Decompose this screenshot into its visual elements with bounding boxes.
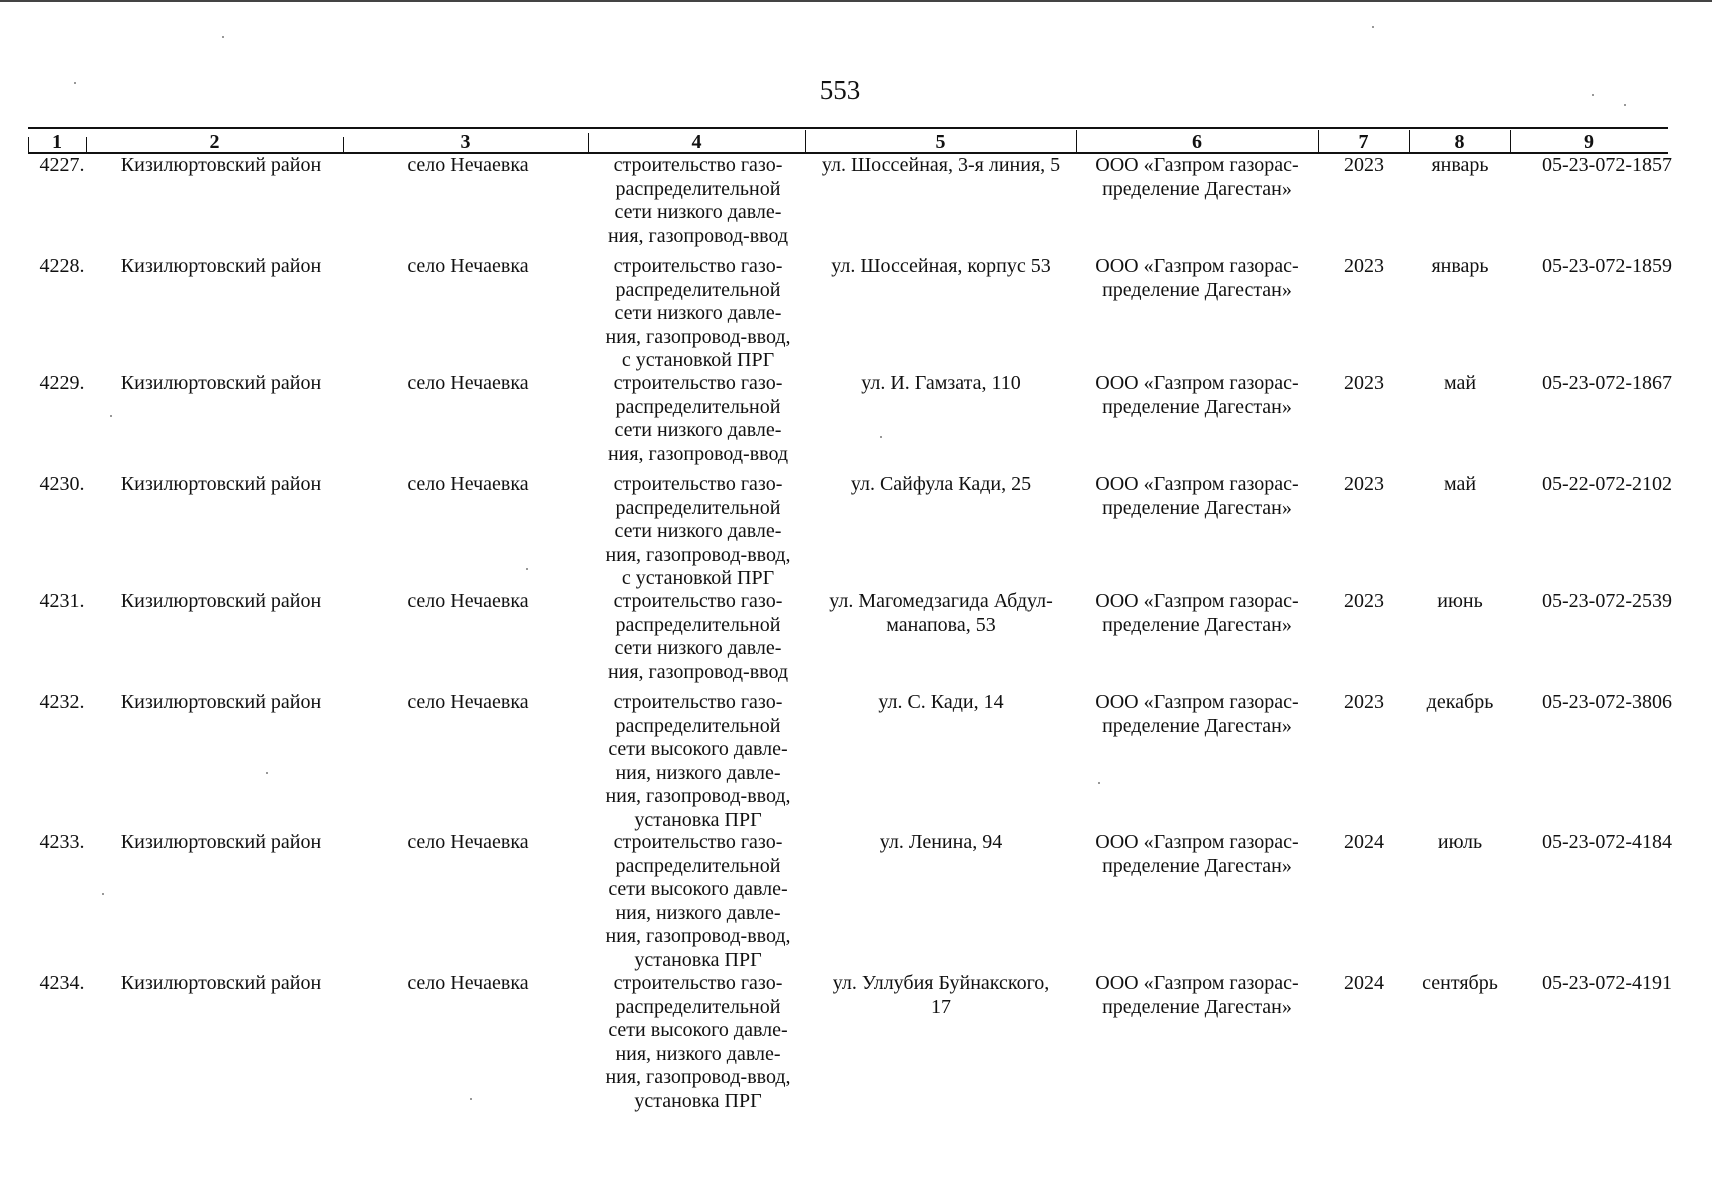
organization-cell: ООО «Газпром газорас- пределение Дагестан» xyxy=(1095,691,1299,737)
address-cell: ул. Сайфула Кади, 25 xyxy=(850,473,1032,495)
district-cell: Кизилюртовский район xyxy=(120,972,322,994)
work-cell: строительство газо- распределительной сети низкого давле- ния, газопровод-ввод xyxy=(607,154,789,247)
work-cell: строительство газо- распределительной сети низкого давле- ния, газопровод-ввод xyxy=(607,372,789,465)
scan-speck xyxy=(1592,94,1594,96)
scan-speck xyxy=(102,893,104,895)
address-cell: ул. Шоссейная, 3-я линия, 5 xyxy=(821,154,1061,176)
address-cell: ул. Шоссейная, корпус 53 xyxy=(831,255,1051,277)
month-cell: май xyxy=(1443,372,1477,394)
column-header-9: 9 xyxy=(1584,131,1594,153)
year-cell: 2024 xyxy=(1344,972,1384,994)
year-cell: 2024 xyxy=(1344,831,1384,853)
month-cell: июль xyxy=(1437,831,1483,853)
district-cell: Кизилюртовский район xyxy=(120,691,322,713)
column-header-3: 3 xyxy=(460,131,471,153)
row-number: 4227. xyxy=(39,154,85,176)
address-cell: ул. Магомедзагида Абдул- манапова, 53 xyxy=(829,590,1053,636)
code-cell: 05-23-072-4191 xyxy=(1542,972,1672,994)
page-number: 553 xyxy=(819,75,861,105)
address-cell: ул. Ленина, 94 xyxy=(879,831,1003,853)
column-header-8: 8 xyxy=(1454,131,1465,153)
scan-speck xyxy=(110,415,112,417)
column-header-5: 5 xyxy=(935,131,946,153)
code-cell: 05-23-072-1857 xyxy=(1542,154,1672,176)
scan-speck xyxy=(1098,782,1100,784)
code-cell: 05-23-072-3806 xyxy=(1542,691,1672,713)
scan-speck xyxy=(1372,26,1374,28)
code-cell: 05-23-072-2539 xyxy=(1542,590,1672,612)
address-cell: ул. С. Кади, 14 xyxy=(878,691,1004,713)
month-cell: декабрь xyxy=(1426,691,1494,713)
table-top-rule xyxy=(28,127,1668,129)
column-header-4: 4 xyxy=(691,131,702,153)
month-cell: сентябрь xyxy=(1422,972,1498,994)
year-cell: 2023 xyxy=(1344,154,1384,176)
work-cell: строительство газо- распределительной сети высокого давле- ния, низкого давле- ния, газопровод-ввод, установка ПРГ xyxy=(605,831,791,971)
settlement-cell: село Нечаевка xyxy=(407,473,529,495)
settlement-cell: село Нечаевка xyxy=(407,255,529,277)
year-cell: 2023 xyxy=(1344,473,1384,495)
district-cell: Кизилюртовский район xyxy=(120,154,322,176)
organization-cell: ООО «Газпром газорас- пределение Дагестан» xyxy=(1095,972,1299,1018)
organization-cell: ООО «Газпром газорас- пределение Дагестан» xyxy=(1095,831,1299,877)
row-number: 4228. xyxy=(39,255,85,277)
address-cell: ул. Уллубия Буйнакского, 17 xyxy=(832,972,1050,1018)
work-cell: строительство газо- распределительной сети низкого давле- ния, газопровод-ввод, с установкой ПРГ xyxy=(605,255,791,371)
column-header-2: 2 xyxy=(209,131,220,153)
code-cell: 05-23-072-4184 xyxy=(1542,831,1672,853)
address-cell: ул. И. Гамзата, 110 xyxy=(861,372,1021,394)
code-cell: 05-23-072-1867 xyxy=(1542,372,1672,394)
work-cell: строительство газо- распределительной сети низкого давле- ния, газопровод-ввод xyxy=(607,590,789,683)
column-header-7: 7 xyxy=(1358,131,1369,153)
scan-top-border xyxy=(0,0,1712,2)
scan-speck xyxy=(222,36,224,38)
code-cell: 05-22-072-2102 xyxy=(1542,473,1672,495)
settlement-cell: село Нечаевка xyxy=(407,831,529,853)
scan-speck xyxy=(74,82,76,84)
code-cell: 05-23-072-1859 xyxy=(1542,255,1672,277)
row-number: 4229. xyxy=(39,372,85,394)
scan-speck xyxy=(1624,104,1626,106)
scan-speck xyxy=(266,772,268,774)
district-cell: Кизилюртовский район xyxy=(120,372,322,394)
month-cell: июнь xyxy=(1437,590,1483,612)
year-cell: 2023 xyxy=(1344,691,1384,713)
organization-cell: ООО «Газпром газорас- пределение Дагестан» xyxy=(1095,590,1299,636)
work-cell: строительство газо- распределительной сети низкого давле- ния, газопровод-ввод, с установкой ПРГ xyxy=(605,473,791,589)
organization-cell: ООО «Газпром газорас- пределение Дагестан» xyxy=(1095,372,1299,418)
district-cell: Кизилюртовский район xyxy=(120,590,322,612)
row-number: 4233. xyxy=(39,831,85,853)
scan-speck xyxy=(880,436,882,438)
district-cell: Кизилюртовский район xyxy=(120,831,322,853)
settlement-cell: село Нечаевка xyxy=(407,972,529,994)
settlement-cell: село Нечаевка xyxy=(407,372,529,394)
organization-cell: ООО «Газпром газорас- пределение Дагестан» xyxy=(1095,473,1299,519)
settlement-cell: село Нечаевка xyxy=(407,154,529,176)
organization-cell: ООО «Газпром газорас- пределение Дагестан» xyxy=(1095,255,1299,301)
year-cell: 2023 xyxy=(1344,255,1384,277)
work-cell: строительство газо- распределительной сети высокого давле- ния, низкого давле- ния, газопровод-ввод, установка ПРГ xyxy=(605,691,791,831)
year-cell: 2023 xyxy=(1344,372,1384,394)
settlement-cell: село Нечаевка xyxy=(407,590,529,612)
settlement-cell: село Нечаевка xyxy=(407,691,529,713)
scan-speck xyxy=(470,1098,472,1100)
month-cell: январь xyxy=(1431,255,1489,277)
column-header-6: 6 xyxy=(1192,131,1202,153)
scan-speck xyxy=(526,568,528,570)
organization-cell: ООО «Газпром газорас- пределение Дагестан» xyxy=(1095,154,1299,200)
work-cell: строительство газо- распределительной сети высокого давле- ния, низкого давле- ния, газопровод-ввод, установка ПРГ xyxy=(605,972,791,1112)
month-cell: май xyxy=(1443,473,1477,495)
row-number: 4230. xyxy=(39,473,85,495)
row-number: 4231. xyxy=(39,590,85,612)
row-number: 4232. xyxy=(39,691,85,713)
row-number: 4234. xyxy=(39,972,85,994)
column-header-1: 1 xyxy=(52,131,62,153)
year-cell: 2023 xyxy=(1344,590,1384,612)
district-cell: Кизилюртовский район xyxy=(120,255,322,277)
month-cell: январь xyxy=(1431,154,1489,176)
district-cell: Кизилюртовский район xyxy=(120,473,322,495)
